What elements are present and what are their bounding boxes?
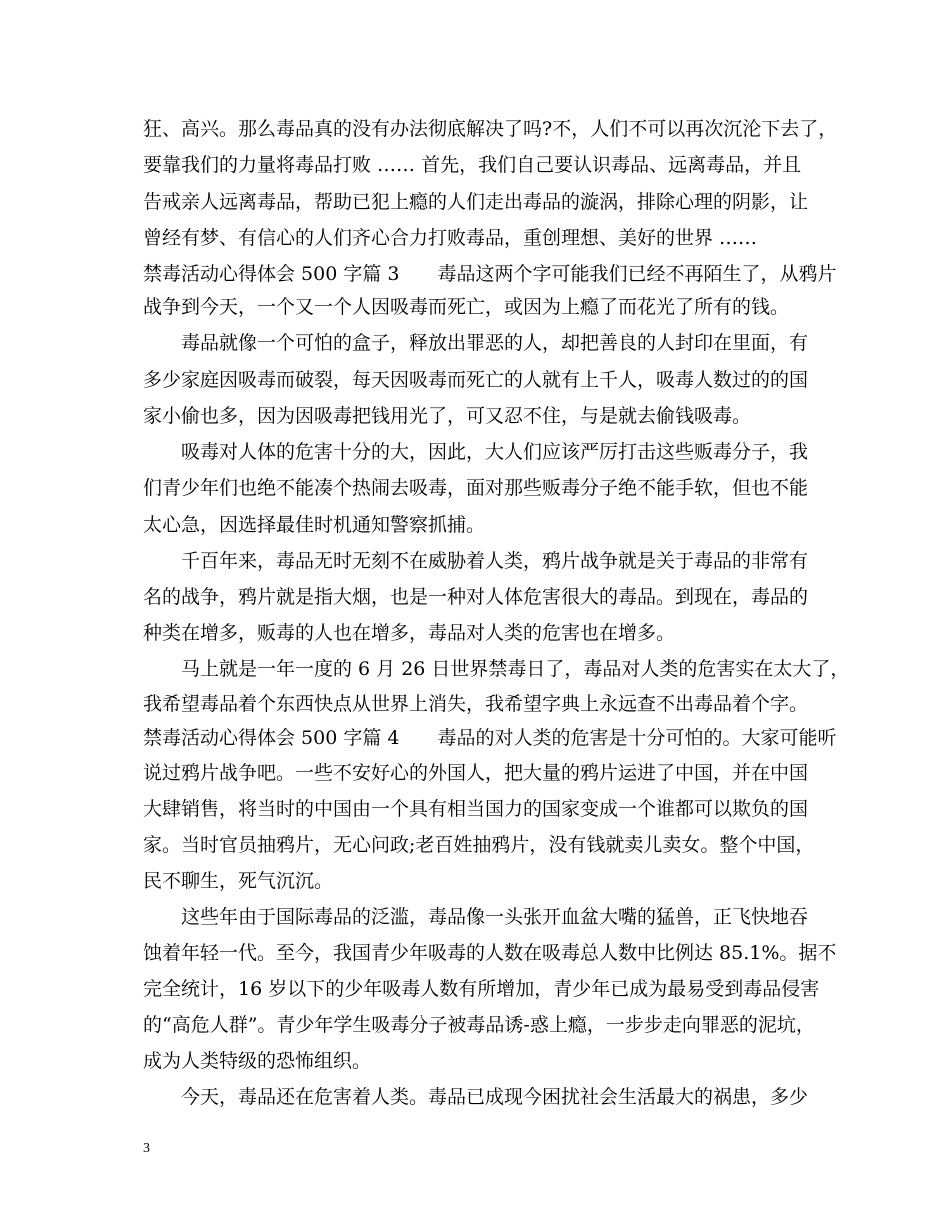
text-line: 告戒亲人远离毒品，帮助已犯上瘾的人们走出毒品的漩涡，排除心理的阴影，让 xyxy=(143,191,809,213)
text-line: 名的战争，鸦片就是指大烟，也是一种对人体危害很大的毒品。到现在，毒品的 xyxy=(143,586,809,608)
text-line: 我希望毒品着个东西快点从世界上消失，我希望字典上永远查不出毒品着个字。 xyxy=(143,693,809,715)
text-line: 的“高危人群”。青少年学生吸毒分子被毒品诱-惑上瘾，一步步走向罪恶的泥坑， xyxy=(143,1014,815,1036)
text-line: 狂、高兴。那么毒品真的没有办法彻底解决了吗?不，人们不可以再次沉沦下去了， xyxy=(143,118,838,140)
text-line: 大肆销售，将当时的中国由一个具有相当国力的国家变成一个谁都可以欺负的国 xyxy=(143,798,809,820)
paragraph-first-line: 毒品就像一个可怕的盒子，释放出罪恶的人，却把善良的人封印在里面，有 xyxy=(181,332,809,354)
text-line: 们青少年们也绝不能凑个热闹去吸毒，面对那些贩毒分子绝不能手软，但也不能 xyxy=(143,477,809,499)
section-heading-line: 禁毒活动心得体会 500 字篇 4 毒品的对人类的危害是十分可怕的。大家可能听 xyxy=(143,727,837,749)
text-line: 多少家庭因吸毒而破裂，每天因吸毒而死亡的人就有上千人，吸毒人数过的的国 xyxy=(143,369,809,391)
paragraph-first-line: 千百年来，毒品无时无刻不在威胁着人类，鸦片战争就是关于毒品的非常有 xyxy=(181,550,809,572)
text-line: 成为人类特级的恐怖组织。 xyxy=(143,1050,372,1072)
text-line: 民不聊生，死气沉沉。 xyxy=(143,870,334,892)
page-number: 3 xyxy=(143,1141,150,1156)
paragraph-first-line: 马上就是一年一度的 6 月 26 日世界禁毒日了，毒品对人类的危害实在太大了， xyxy=(181,658,850,680)
text-line: 要靠我们的力量将毒品打败 …… 首先，我们自己要认识毒品、远离毒品，并且 xyxy=(143,154,802,176)
paragraph-first-line: 吸毒对人体的危害十分的大，因此，大人们应该严厉打击这些贩毒分子，我 xyxy=(181,441,809,463)
text-line: 曾经有梦、有信心的人们齐心合力打败毒品，重创理想、美好的世界 …… xyxy=(143,227,758,249)
section-heading-line: 禁毒活动心得体会 500 字篇 3 毒品这两个字可能我们已经不再陌生了，从鸦片 xyxy=(143,263,837,285)
text-line: 蚀着年轻一代。至今，我国青少年吸毒的人数在吸毒总人数中比例达 85.1%。据不 xyxy=(143,942,837,964)
text-line: 家小偷也多，因为因吸毒把钱用光了，可又忍不住，与是就去偷钱吸毒。 xyxy=(143,405,752,427)
text-line: 种类在增多，贩毒的人也在增多，毒品对人类的危害也在增多。 xyxy=(143,622,676,644)
text-line: 说过鸦片战争吧。一些不安好心的外国人，把大量的鸦片运进了中国，并在中国 xyxy=(143,762,809,784)
text-line: 战争到今天，一个又一个人因吸毒而死亡，或因为上瘾了而花光了所有的钱。 xyxy=(143,296,790,318)
paragraph-first-line: 这些年由于国际毒品的泛滥，毒品像一头张开血盆大嘴的猛兽，正飞快地吞 xyxy=(181,906,809,928)
paragraph-first-line: 今天，毒品还在危害着人类。毒品已成现今困扰社会生活最大的祸患，多少 xyxy=(181,1086,809,1108)
text-line: 太心急，因选择最佳时机通知警察抓捕。 xyxy=(143,514,486,536)
text-line: 完全统计，16 岁以下的少年吸毒人数有所增加，青少年已成为最易受到毒品侵害 xyxy=(143,978,820,1000)
text-line: 家。当时官员抽鸦片，无心问政;老百姓抽鸦片，没有钱就卖儿卖女。整个中国， xyxy=(143,834,815,856)
